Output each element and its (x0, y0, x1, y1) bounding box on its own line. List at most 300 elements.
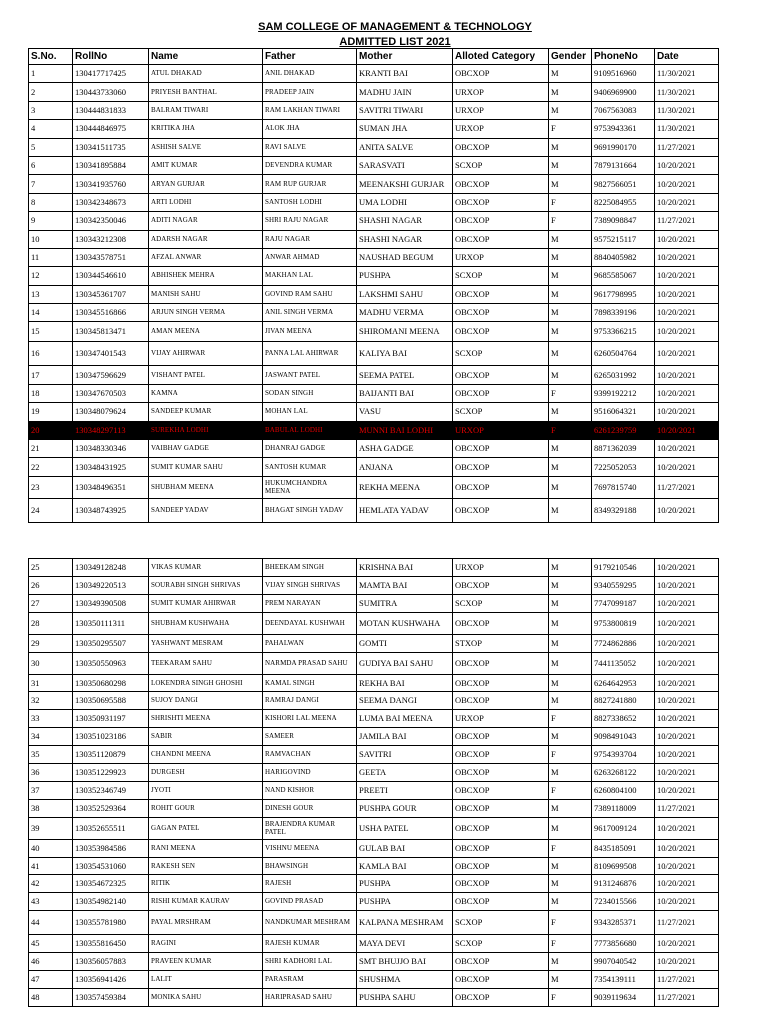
gender-cell: M (549, 230, 592, 248)
name-cell: KAMNA (149, 384, 263, 402)
sno-cell: 46 (29, 953, 73, 971)
rollno-cell: 130348079624 (73, 403, 149, 421)
sno-cell: 48 (29, 988, 73, 1006)
phone-cell: 7354139111 (592, 971, 655, 989)
phone-cell: 8349329188 (592, 498, 655, 522)
father-cell: NANDKUMAR MESHRAM (263, 911, 357, 935)
rollno-cell: 130350680298 (73, 674, 149, 692)
phone-cell: 9753800819 (592, 612, 655, 634)
sno-cell: 34 (29, 728, 73, 746)
category-cell: OBCXOP (453, 988, 549, 1006)
gender-cell: M (549, 248, 592, 266)
table-row (29, 559, 719, 577)
date-cell: 10/20/2021 (655, 559, 719, 577)
admitted-list-table-part-2 (28, 558, 719, 1007)
category-cell: OBCXOP (453, 366, 549, 384)
category-cell: OBCXOP (453, 193, 549, 211)
table-row (29, 248, 719, 266)
date-cell: 10/20/2021 (655, 728, 719, 746)
name-cell: SUMIT KUMAR AHIRWAR (149, 594, 263, 612)
phone-cell: 9039119634 (592, 988, 655, 1006)
father-cell: DEVENDRA KUMAR (263, 156, 357, 174)
table-row (29, 267, 719, 285)
category-cell: OBCXOP (453, 953, 549, 971)
gender-cell: F (549, 988, 592, 1006)
father-cell: ANIL SINGH VERMA (263, 304, 357, 322)
rollno-cell: 130348297113 (73, 421, 149, 439)
date-cell: 10/20/2021 (655, 285, 719, 303)
rollno-cell: 130352655511 (73, 817, 149, 839)
category-cell: URXOP (453, 248, 549, 266)
date-cell: 10/20/2021 (655, 322, 719, 342)
rollno-cell: 130352346749 (73, 781, 149, 799)
name-cell: ROHIT GOUR (149, 799, 263, 817)
name-cell: RAGINI (149, 935, 263, 953)
sno-cell: 22 (29, 458, 73, 476)
mother-cell: GOMTI (357, 634, 453, 652)
sno-cell: 6 (29, 156, 73, 174)
gender-cell: F (549, 746, 592, 764)
father-cell: ALOK JHA (263, 120, 357, 138)
phone-cell: 6261239759 (592, 421, 655, 439)
mother-cell: PUSHPA GOUR (357, 799, 453, 817)
father-cell: KAMAL SINGH (263, 674, 357, 692)
gender-cell: M (549, 403, 592, 421)
mother-cell: KRANTI BAI (357, 65, 453, 83)
sno-cell: 18 (29, 384, 73, 402)
date-cell: 11/30/2021 (655, 101, 719, 119)
table-row (29, 781, 719, 799)
category-cell: OBCXOP (453, 322, 549, 342)
table-row (29, 175, 719, 193)
rollno-cell: 130350695588 (73, 692, 149, 710)
mother-cell: KAMLA BAI (357, 857, 453, 875)
rollno-cell: 130443733060 (73, 83, 149, 101)
father-cell: MAKHAN LAL (263, 267, 357, 285)
table-row (29, 476, 719, 498)
gender-cell: M (549, 304, 592, 322)
name-cell: ASHISH SALVE (149, 138, 263, 156)
mother-cell: SUMITRA (357, 594, 453, 612)
name-cell: VAIBHAV GADGE (149, 440, 263, 458)
sno-cell: 37 (29, 781, 73, 799)
category-cell: OBCXOP (453, 728, 549, 746)
father-cell: SAMEER (263, 728, 357, 746)
table-row (29, 988, 719, 1006)
table-row (29, 875, 719, 893)
date-cell: 10/20/2021 (655, 692, 719, 710)
table-row (29, 101, 719, 119)
phone-cell: 7234015566 (592, 893, 655, 911)
phone-cell: 7067563083 (592, 101, 655, 119)
category-cell: URXOP (453, 120, 549, 138)
father-cell: SHRI KADHORI LAL (263, 953, 357, 971)
date-cell: 10/20/2021 (655, 953, 719, 971)
mother-cell: MEENAKSHI GURJAR (357, 175, 453, 193)
date-cell: 10/20/2021 (655, 421, 719, 439)
phone-cell: 8827241880 (592, 692, 655, 710)
gender-cell: F (549, 212, 592, 230)
rollno-cell: 130343578751 (73, 248, 149, 266)
category-cell: URXOP (453, 559, 549, 577)
rollno-cell: 130343212308 (73, 230, 149, 248)
sno-cell: 3 (29, 101, 73, 119)
col-header-father: Father (263, 49, 357, 65)
gender-cell: M (549, 65, 592, 83)
name-cell: PRAVEEN KUMAR (149, 953, 263, 971)
rollno-cell: 130350550963 (73, 652, 149, 674)
rollno-cell: 130341511735 (73, 138, 149, 156)
gender-cell: M (549, 576, 592, 594)
father-cell: DEENDAYAL KUSHWAH (263, 612, 357, 634)
category-cell: OBCXOP (453, 230, 549, 248)
father-cell: SHRI RAJU NAGAR (263, 212, 357, 230)
father-cell: RAM RUP GURJAR (263, 175, 357, 193)
mother-cell: NAUSHAD BEGUM (357, 248, 453, 266)
rollno-cell: 130342350046 (73, 212, 149, 230)
date-cell: 10/20/2021 (655, 781, 719, 799)
table-row (29, 817, 719, 839)
category-cell: SCXOP (453, 935, 549, 953)
date-cell: 10/20/2021 (655, 710, 719, 728)
name-cell: ARYAN GURJAR (149, 175, 263, 193)
date-cell: 10/20/2021 (655, 156, 719, 174)
name-cell: LALIT (149, 971, 263, 989)
name-cell: KRITIKA JHA (149, 120, 263, 138)
name-cell: DURGESH (149, 764, 263, 782)
category-cell: URXOP (453, 83, 549, 101)
mother-cell: GUDIYA BAI SAHU (357, 652, 453, 674)
table-body-part-1 (29, 65, 719, 523)
gender-cell: M (549, 764, 592, 782)
sno-cell: 43 (29, 893, 73, 911)
mother-cell: UMA LODHI (357, 193, 453, 211)
date-cell: 10/20/2021 (655, 935, 719, 953)
category-cell: OBCXOP (453, 304, 549, 322)
mother-cell: REKHA BAI (357, 674, 453, 692)
name-cell: SUMIT KUMAR SAHU (149, 458, 263, 476)
name-cell: MONIKA SAHU (149, 988, 263, 1006)
date-cell: 10/20/2021 (655, 403, 719, 421)
gender-cell: M (549, 817, 592, 839)
rollno-cell: 130356057883 (73, 953, 149, 971)
mother-cell: SMT BHUJJO BAI (357, 953, 453, 971)
gender-cell: M (549, 857, 592, 875)
gender-cell: M (549, 612, 592, 634)
table-row (29, 440, 719, 458)
mother-cell: MADHU JAIN (357, 83, 453, 101)
father-cell: HARIPRASAD SAHU (263, 988, 357, 1006)
father-cell: NAND KISHOR (263, 781, 357, 799)
name-cell: ADARSH NAGAR (149, 230, 263, 248)
category-cell: OBCXOP (453, 384, 549, 402)
category-cell: SCXOP (453, 342, 549, 366)
father-cell: DHANRAJ GADGE (263, 440, 357, 458)
gender-cell: M (549, 476, 592, 498)
father-cell: BHEEKAM SINGH (263, 559, 357, 577)
sno-cell: 20 (29, 421, 73, 439)
category-cell: OBCXOP (453, 212, 549, 230)
rollno-cell: 130353984586 (73, 839, 149, 857)
rollno-cell: 130356941426 (73, 971, 149, 989)
phone-cell: 8435185091 (592, 839, 655, 857)
mother-cell: MAYA DEVI (357, 935, 453, 953)
category-cell: STXOP (453, 634, 549, 652)
date-cell: 10/20/2021 (655, 248, 719, 266)
date-cell: 10/20/2021 (655, 440, 719, 458)
date-cell: 10/20/2021 (655, 893, 719, 911)
mother-cell: MOTAN KUSHWAHA (357, 612, 453, 634)
rollno-cell: 130347670503 (73, 384, 149, 402)
name-cell: AMIT KUMAR (149, 156, 263, 174)
category-cell: OBCXOP (453, 576, 549, 594)
phone-cell: 9406969900 (592, 83, 655, 101)
phone-cell: 7697815740 (592, 476, 655, 498)
gender-cell: M (549, 875, 592, 893)
rollno-cell: 130444846975 (73, 120, 149, 138)
name-cell: SANDEEP KUMAR (149, 403, 263, 421)
gender-cell: M (549, 652, 592, 674)
name-cell: ABHISHEK MEHRA (149, 267, 263, 285)
mother-cell: BAIJANTI BAI (357, 384, 453, 402)
table-row (29, 65, 719, 83)
father-cell: PANNA LAL AHIRWAR (263, 342, 357, 366)
sno-cell: 41 (29, 857, 73, 875)
date-cell: 10/20/2021 (655, 817, 719, 839)
gender-cell: F (549, 839, 592, 857)
rollno-cell: 130344546610 (73, 267, 149, 285)
phone-cell: 9685585067 (592, 267, 655, 285)
category-cell: OBCXOP (453, 65, 549, 83)
gender-cell: M (549, 366, 592, 384)
gender-cell: F (549, 384, 592, 402)
phone-cell: 7389118009 (592, 799, 655, 817)
name-cell: GAGAN PATEL (149, 817, 263, 839)
gender-cell: M (549, 267, 592, 285)
date-cell: 10/20/2021 (655, 193, 719, 211)
name-cell: ADITI NAGAR (149, 212, 263, 230)
sno-cell: 13 (29, 285, 73, 303)
sno-cell: 35 (29, 746, 73, 764)
rollno-cell: 130352529364 (73, 799, 149, 817)
gender-cell: M (549, 799, 592, 817)
phone-cell: 9617009124 (592, 817, 655, 839)
phone-cell: 8109699508 (592, 857, 655, 875)
date-cell: 10/20/2021 (655, 267, 719, 285)
table-row (29, 421, 719, 439)
name-cell: SHRISHTI MEENA (149, 710, 263, 728)
phone-cell: 6260504764 (592, 342, 655, 366)
sno-cell: 9 (29, 212, 73, 230)
rollno-cell: 130342348673 (73, 193, 149, 211)
col-header-phone: PhoneNo (592, 49, 655, 65)
sno-cell: 2 (29, 83, 73, 101)
gender-cell: M (549, 498, 592, 522)
col-header-mother: Mother (357, 49, 453, 65)
mother-cell: SHASHI NAGAR (357, 230, 453, 248)
table-row (29, 857, 719, 875)
table-row (29, 366, 719, 384)
rollno-cell: 130350111311 (73, 612, 149, 634)
sno-cell: 15 (29, 322, 73, 342)
category-cell: SCXOP (453, 403, 549, 421)
category-cell: OBCXOP (453, 175, 549, 193)
sno-cell: 10 (29, 230, 73, 248)
gender-cell: M (549, 101, 592, 119)
table-row (29, 458, 719, 476)
date-cell: 10/20/2021 (655, 674, 719, 692)
mother-cell: ANITA SALVE (357, 138, 453, 156)
father-cell: GOVIND PRASAD (263, 893, 357, 911)
rollno-cell: 130351023186 (73, 728, 149, 746)
sno-cell: 44 (29, 911, 73, 935)
gender-cell: M (549, 674, 592, 692)
mother-cell: SAVITRI (357, 746, 453, 764)
phone-cell: 9575215117 (592, 230, 655, 248)
gender-cell: M (549, 634, 592, 652)
name-cell: YASHWANT MESRAM (149, 634, 263, 652)
table-row (29, 764, 719, 782)
father-cell: VISHNU MEENA (263, 839, 357, 857)
gender-cell: M (549, 594, 592, 612)
mother-cell: SEEMA DANGI (357, 692, 453, 710)
mother-cell: SHASHI NAGAR (357, 212, 453, 230)
col-header-name: Name (149, 49, 263, 65)
sno-cell: 19 (29, 403, 73, 421)
table-row (29, 594, 719, 612)
category-cell: OBCXOP (453, 458, 549, 476)
phone-cell: 9516064321 (592, 403, 655, 421)
name-cell: BALRAM TIWARI (149, 101, 263, 119)
date-cell: 10/20/2021 (655, 764, 719, 782)
date-cell: 11/27/2021 (655, 212, 719, 230)
mother-cell: PUSHPA SAHU (357, 988, 453, 1006)
table-row (29, 212, 719, 230)
date-cell: 10/20/2021 (655, 652, 719, 674)
table-row (29, 193, 719, 211)
mother-cell: JAMILA BAI (357, 728, 453, 746)
category-cell: OBCXOP (453, 817, 549, 839)
date-cell: 11/27/2021 (655, 476, 719, 498)
rollno-cell: 130351229923 (73, 764, 149, 782)
father-cell: GOVIND RAM SAHU (263, 285, 357, 303)
table-row (29, 285, 719, 303)
mother-cell: ASHA GADGE (357, 440, 453, 458)
sno-cell: 29 (29, 634, 73, 652)
gender-cell: F (549, 421, 592, 439)
name-cell: VIJAY AHIRWAR (149, 342, 263, 366)
rollno-cell: 130349390508 (73, 594, 149, 612)
table-row (29, 652, 719, 674)
phone-cell: 8871362039 (592, 440, 655, 458)
sno-cell: 4 (29, 120, 73, 138)
gender-cell: F (549, 710, 592, 728)
phone-cell: 9827566051 (592, 175, 655, 193)
rollno-cell: 130354672325 (73, 875, 149, 893)
mother-cell: GULAB BAI (357, 839, 453, 857)
sno-cell: 28 (29, 612, 73, 634)
name-cell: SHUBHAM MEENA (149, 476, 263, 498)
category-cell: SCXOP (453, 594, 549, 612)
date-cell: 11/30/2021 (655, 65, 719, 83)
rollno-cell: 130417717425 (73, 65, 149, 83)
name-cell: JYOTI (149, 781, 263, 799)
sno-cell: 31 (29, 674, 73, 692)
table-row (29, 156, 719, 174)
mother-cell: PUSHPA (357, 893, 453, 911)
table-row (29, 710, 719, 728)
phone-cell: 7225052053 (592, 458, 655, 476)
father-cell: HUKUMCHANDRA MEENA (263, 476, 357, 498)
date-cell: 11/30/2021 (655, 83, 719, 101)
rollno-cell: 130348743925 (73, 498, 149, 522)
father-cell: RAM LAKHAN TIWARI (263, 101, 357, 119)
gender-cell: M (549, 83, 592, 101)
name-cell: RISHI KUMAR KAURAV (149, 893, 263, 911)
name-cell: ARJUN SINGH VERMA (149, 304, 263, 322)
father-cell: PRADEEP JAIN (263, 83, 357, 101)
rollno-cell: 130349220513 (73, 576, 149, 594)
date-cell: 10/20/2021 (655, 498, 719, 522)
table-row (29, 384, 719, 402)
rollno-cell: 130347596629 (73, 366, 149, 384)
table-row (29, 138, 719, 156)
date-cell: 11/27/2021 (655, 138, 719, 156)
mother-cell: SUMAN JHA (357, 120, 453, 138)
mother-cell: HEMLATA YADAV (357, 498, 453, 522)
sno-cell: 38 (29, 799, 73, 817)
date-cell: 10/20/2021 (655, 366, 719, 384)
father-cell: HARIGOVIND (263, 764, 357, 782)
name-cell: RANI MEENA (149, 839, 263, 857)
mother-cell: SHUSHMA (357, 971, 453, 989)
date-cell: 10/20/2021 (655, 304, 719, 322)
date-cell: 11/27/2021 (655, 799, 719, 817)
date-cell: 10/20/2021 (655, 594, 719, 612)
name-cell: AMAN MEENA (149, 322, 263, 342)
name-cell: TEEKARAM SAHU (149, 652, 263, 674)
col-header-sno: S.No. (29, 49, 73, 65)
gender-cell: F (549, 935, 592, 953)
category-cell: URXOP (453, 101, 549, 119)
mother-cell: MUNNI BAI LODHI (357, 421, 453, 439)
table-row (29, 342, 719, 366)
table-row (29, 634, 719, 652)
date-cell: 10/20/2021 (655, 576, 719, 594)
mother-cell: SAVITRI TIWARI (357, 101, 453, 119)
phone-cell: 9907040542 (592, 953, 655, 971)
sno-cell: 8 (29, 193, 73, 211)
category-cell: OBCXOP (453, 971, 549, 989)
mother-cell: PUSHPA (357, 267, 453, 285)
name-cell: SUJOY DANGI (149, 692, 263, 710)
gender-cell: M (549, 953, 592, 971)
sno-cell: 47 (29, 971, 73, 989)
father-cell: BHAGAT SINGH YADAV (263, 498, 357, 522)
name-cell: CHANDNI MEENA (149, 746, 263, 764)
phone-cell: 9754393704 (592, 746, 655, 764)
gender-cell: M (549, 692, 592, 710)
father-cell: PREM NARAYAN (263, 594, 357, 612)
gender-cell: F (549, 911, 592, 935)
category-cell: OBCXOP (453, 652, 549, 674)
phone-cell: 7773856680 (592, 935, 655, 953)
phone-cell: 9399192212 (592, 384, 655, 402)
father-cell: RAMVACHAN (263, 746, 357, 764)
rollno-cell: 130348330346 (73, 440, 149, 458)
mother-cell: KALPANA MESHRAM (357, 911, 453, 935)
table-row (29, 839, 719, 857)
